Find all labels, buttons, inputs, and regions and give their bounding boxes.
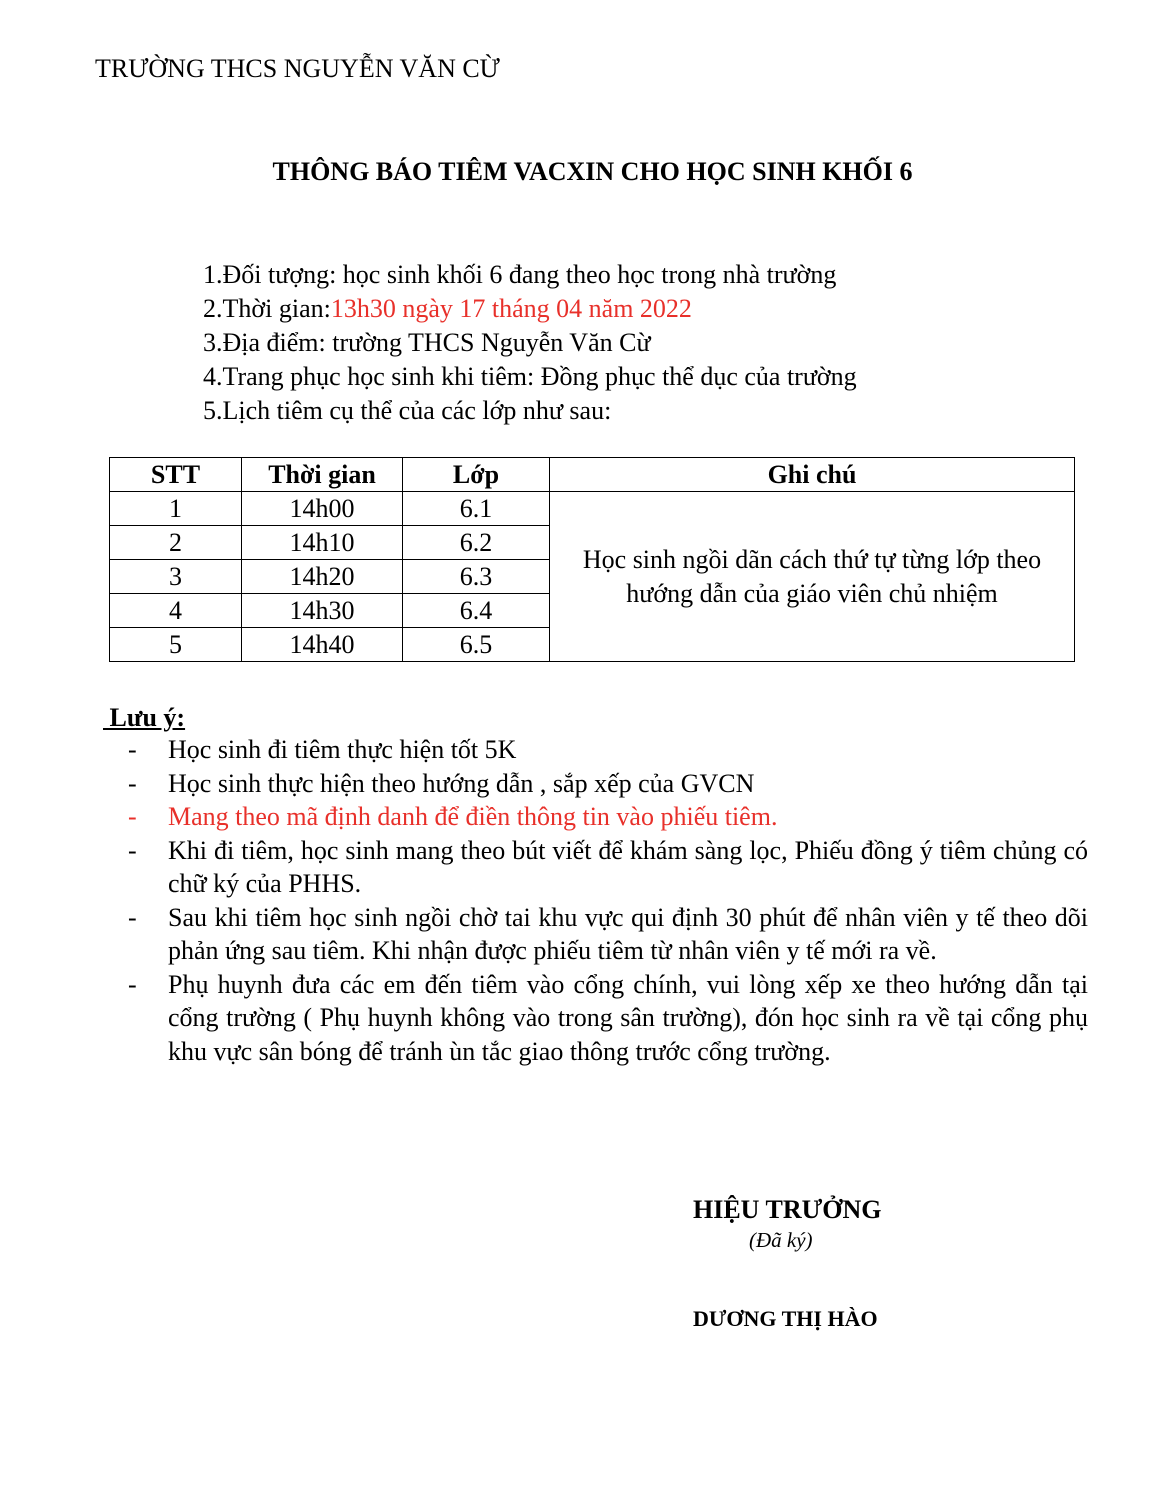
cell-class: 6.1 xyxy=(403,492,550,526)
cell-class: 6.3 xyxy=(403,560,550,594)
list-item-highlight: - Mang theo mã định danh để điền thông tin vào phiếu tiêm. xyxy=(128,800,1088,834)
cell-time: 14h20 xyxy=(242,560,403,594)
cell-stt: 4 xyxy=(110,594,242,628)
info-location: 3.Địa điểm: trường THCS Nguyễn Văn Cừ xyxy=(203,328,651,357)
school-name: TRƯỜNG THCS NGUYỄN VĂN CỪ xyxy=(95,54,500,83)
info-time-value: 13h30 ngày 17 tháng 04 năm 2022 xyxy=(330,294,692,323)
info-time xyxy=(203,292,857,326)
dash-bullet: - xyxy=(128,835,137,865)
info-schedule-intro: 5.Lịch tiêm cụ thể của các lớp như sau: xyxy=(203,396,612,425)
cell-stt: 5 xyxy=(110,628,242,662)
info-target: 1.Đối tượng: học sinh khối 6 đang theo học trong nhà trường xyxy=(203,260,837,289)
cell-time: 14h30 xyxy=(242,594,403,628)
signature-status: (Đã ký) xyxy=(749,1228,813,1252)
list-item: - Sau khi tiêm học sinh ngồi chờ tai khu vực qui định 30 phút để nhân viên y tế theo dõi phản ứng sau tiêm. Khi nhận được phiếu tiêm từ nhân viên y tế mới ra về. xyxy=(128,902,1088,965)
info-section xyxy=(203,258,857,428)
notes-list xyxy=(128,733,1088,1068)
dash-bullet: - xyxy=(128,768,137,798)
cell-time: 14h40 xyxy=(242,628,403,662)
cell-stt: 3 xyxy=(110,560,242,594)
list-item: - Khi đi tiêm, học sinh mang theo bút viết để khám sàng lọc, Phiếu đồng ý tiêm chủng có chữ ký của PHHS. xyxy=(128,835,1088,898)
cell-time: 14h00 xyxy=(242,492,403,526)
list-item: - Phụ huynh đưa các em đến tiêm vào cổng chính, vui lòng xếp xe theo hướng dẫn tại cổng trường ( Phụ huynh không vào trong sân trường), đón học sinh ra về tại cổng phụ khu vực sân bóng để tránh ùn tắc giao thông trước cổng trường. xyxy=(128,969,1088,1066)
schedule-table xyxy=(109,457,1075,662)
dash-bullet: - xyxy=(128,735,137,764)
dash-bullet: - xyxy=(128,802,137,831)
cell-stt: 2 xyxy=(110,526,242,560)
header-stt: STT xyxy=(110,458,242,492)
cell-note: Học sinh ngồi dãn cách thứ tự từng lớp theo hướng dẫn của giáo viên chủ nhiệm xyxy=(550,492,1075,662)
header-note: Ghi chú xyxy=(550,458,1075,492)
table-header-row xyxy=(110,458,1075,492)
signature-name: DƯƠNG THỊ HÀO xyxy=(693,1306,878,1331)
notes-heading: Lưu ý: xyxy=(109,703,186,732)
table-row xyxy=(110,492,1075,526)
cell-class: 6.4 xyxy=(403,594,550,628)
signature-title: HIỆU TRƯỞNG xyxy=(693,1195,882,1224)
cell-class: 6.5 xyxy=(403,628,550,662)
cell-time: 14h10 xyxy=(242,526,403,560)
info-time-label: 2.Thời gian: xyxy=(203,294,331,323)
list-item: - Học sinh đi tiêm thực hiện tốt 5K xyxy=(128,733,1088,767)
header-time: Thời gian xyxy=(242,458,403,492)
list-item: - Học sinh thực hiện theo hướng dẫn , sắp xếp của GVCN xyxy=(128,767,1088,801)
cell-class: 6.2 xyxy=(403,526,550,560)
header-class: Lớp xyxy=(403,458,550,492)
dash-bullet: - xyxy=(128,969,137,999)
info-uniform: 4.Trang phục học sinh khi tiêm: Đồng phục thể dục của trường xyxy=(203,362,857,391)
cell-stt: 1 xyxy=(110,492,242,526)
dash-bullet: - xyxy=(128,902,137,932)
page-title: THÔNG BÁO TIÊM VACXIN CHO HỌC SINH KHỐI 6 xyxy=(272,157,913,186)
